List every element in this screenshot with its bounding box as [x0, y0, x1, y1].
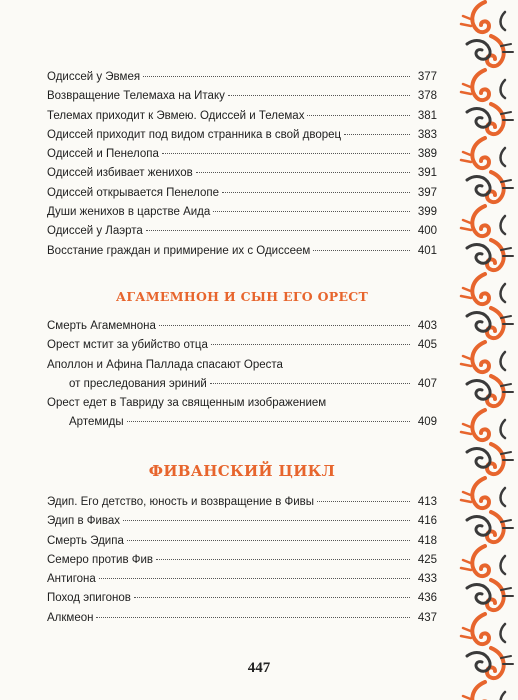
toc-entry — [47, 589, 437, 608]
toc-entry — [47, 107, 437, 126]
dot-leader — [143, 76, 410, 77]
dot-leader — [134, 597, 410, 598]
toc-section-agamemnon — [47, 317, 437, 433]
entry-title: Алкмеон — [47, 611, 94, 624]
entry-page: 389 — [417, 148, 437, 161]
toc-entry — [47, 551, 437, 570]
ornamental-border-icon — [455, 0, 518, 700]
entry-title: Антигона — [47, 573, 96, 586]
toc-entry — [47, 145, 437, 164]
entry-title: Души женихов в царстве Аида — [47, 206, 211, 219]
dot-leader — [213, 211, 410, 212]
toc-entry — [47, 184, 437, 203]
entry-page: 405 — [417, 339, 437, 352]
entry-title: Смерть Эдипа — [47, 534, 124, 547]
dot-leader — [211, 344, 410, 345]
toc-entry — [47, 394, 437, 433]
toc-entry — [47, 317, 437, 336]
dot-leader — [344, 134, 410, 135]
dot-leader — [317, 501, 410, 502]
toc-section-odyssey — [47, 68, 437, 261]
dot-leader — [222, 192, 410, 193]
entry-page: 407 — [417, 377, 437, 390]
toc-entry — [47, 609, 437, 628]
dot-leader — [196, 172, 410, 173]
entry-page: 391 — [417, 167, 437, 180]
entry-title: Одиссей у Эвмея — [47, 71, 141, 83]
entry-page: 416 — [417, 515, 437, 528]
entry-title: Аполлон и Афина Паллада спасают Ореста — [47, 358, 283, 371]
dot-leader — [313, 250, 410, 251]
entry-page: 381 — [417, 109, 437, 122]
entry-page: 399 — [417, 206, 437, 219]
entry-page: 413 — [417, 496, 437, 508]
entry-title: Возвращение Телемаха на Итаку — [47, 90, 225, 103]
toc-entry — [47, 222, 437, 241]
dot-leader — [307, 115, 410, 116]
dot-leader — [162, 153, 410, 154]
entry-title: Смерть Агамемнона — [47, 320, 156, 332]
dot-leader — [127, 421, 410, 422]
section-heading-theban-cycle: ФИВАНСКИЙ ЦИКЛ — [148, 462, 336, 480]
entry-title: Орест едет в Тавриду за священным изображением — [47, 397, 327, 410]
toc-entry — [47, 570, 437, 589]
entry-title: Одиссей и Пенелопа — [47, 148, 159, 161]
entry-title: Поход эпигонов — [47, 592, 131, 605]
entry-page: 400 — [417, 225, 437, 238]
entry-page: 401 — [417, 244, 437, 257]
toc-entry — [47, 203, 437, 222]
entry-title: Одиссей открывается Пенелопе — [47, 186, 220, 199]
entry-page: 378 — [417, 90, 437, 103]
toc-entry — [47, 336, 437, 355]
entry-page: 437 — [417, 611, 437, 624]
toc-entry — [47, 493, 437, 512]
toc-entry — [47, 68, 437, 87]
toc-entry — [47, 512, 437, 531]
toc-entry — [47, 164, 437, 183]
toc-entry — [47, 242, 437, 261]
entry-title: Эдип в Фивах — [47, 515, 121, 528]
entry-page: 433 — [417, 573, 437, 586]
entry-title: Одиссей избивает женихов — [47, 167, 193, 180]
entry-page: 425 — [417, 553, 437, 566]
entry-page: 397 — [417, 186, 437, 199]
entry-page: 409 — [417, 416, 437, 429]
section-heading-agamemnon: АГАМЕМНОН И СЫН ЕГО ОРЕСТ — [115, 289, 369, 304]
toc-entry — [47, 532, 437, 551]
dot-leader — [127, 540, 410, 541]
entry-title: Телемах приходит к Эвмею. Одиссей и Телемах — [47, 109, 305, 122]
entry-title: Восстание граждан и примирение их с Одиссеем — [47, 244, 311, 257]
entry-title: Орест мстит за убийство отца — [47, 339, 208, 352]
entry-title: Семеро против Фив — [47, 553, 154, 566]
entry-page: 418 — [417, 534, 437, 547]
dot-leader — [210, 383, 410, 384]
entry-page: 377 — [417, 71, 437, 83]
toc-entry — [47, 356, 437, 395]
page-number: 447 — [247, 660, 271, 676]
entry-page: 436 — [417, 592, 437, 605]
entry-title: Одиссей у Лаэрта — [47, 225, 143, 238]
dot-leader — [156, 559, 410, 560]
dot-leader — [123, 520, 410, 521]
toc-entry — [47, 126, 437, 145]
dot-leader — [99, 578, 410, 579]
entry-title-continued: Артемиды — [69, 416, 124, 429]
toc-entry — [47, 87, 437, 106]
entry-title-continued: от преследования эриний — [69, 377, 207, 390]
dot-leader — [159, 325, 410, 326]
entry-title: Одиссей приходит под видом странника в свой дворец — [47, 128, 342, 141]
entry-page: 383 — [417, 128, 437, 141]
dot-leader — [228, 95, 410, 96]
dot-leader — [96, 617, 410, 618]
entry-page: 403 — [417, 320, 437, 332]
dot-leader — [146, 230, 410, 231]
toc-section-theban — [47, 493, 437, 628]
entry-title: Эдип. Его детство, юность и возвращение в Фивы — [47, 496, 315, 508]
